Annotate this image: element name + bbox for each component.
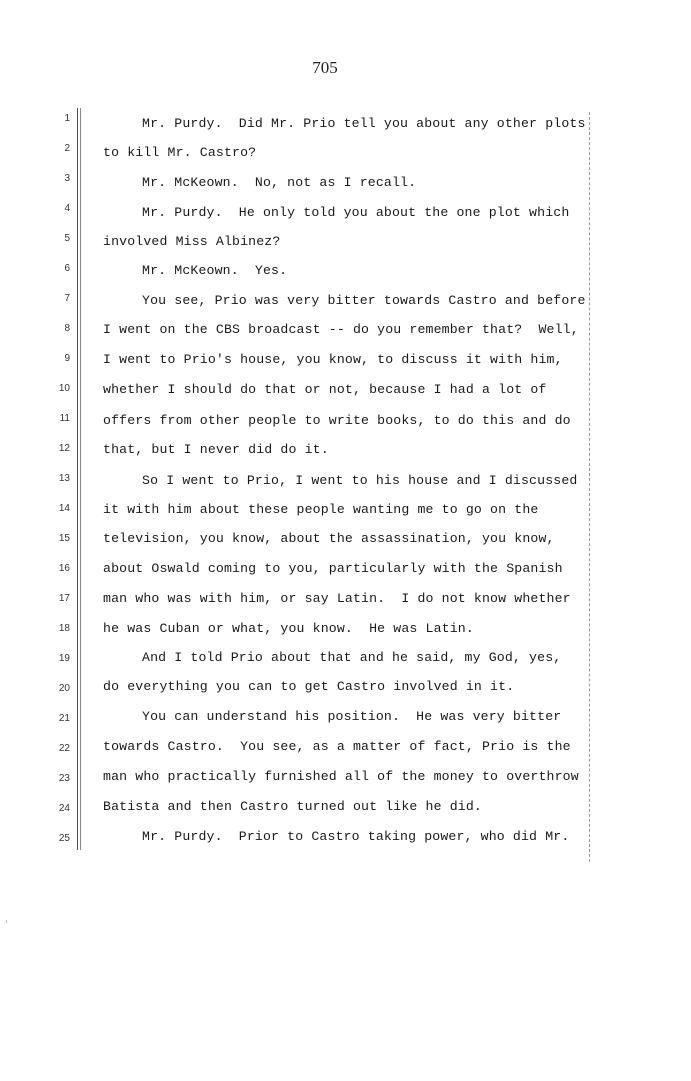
line-number: 12 — [58, 443, 70, 454]
transcript-line: towards Castro. You see, as a matter of fact, Prio is the — [103, 739, 571, 754]
line-number: 9 — [64, 353, 70, 364]
transcript-line: television, you know, about the assassination, you know, — [103, 531, 555, 546]
page-number: 705 — [312, 58, 338, 77]
line-number: 10 — [58, 383, 70, 394]
transcript-line: do everything you can to get Castro involved in it. — [103, 679, 515, 694]
line-number: 25 — [58, 833, 70, 844]
transcript-line: You see, Prio was very bitter towards Castro and before — [142, 293, 586, 308]
transcript-line: whether I should do that or not, because I had a lot of — [103, 382, 547, 397]
transcript-line: about Oswald coming to you, particularly with the Spanish — [103, 561, 563, 576]
transcript-line: Mr. McKeown. Yes. — [142, 263, 288, 278]
scan-speck — [6, 920, 7, 923]
transcript-line: And I told Prio about that and he said, my God, yes, — [142, 650, 562, 665]
transcript-line: You can understand his position. He was very bitter — [142, 709, 562, 724]
transcript-line: it with him about these people wanting me to go on the — [103, 502, 539, 517]
transcript-line: man who was with him, or say Latin. I do not know whether — [103, 591, 571, 606]
line-number: 11 — [59, 413, 70, 424]
transcript-line: Mr. Purdy. Prior to Castro taking power, who did Mr. — [142, 829, 570, 844]
line-number: 16 — [58, 563, 70, 574]
transcript-line: involved Miss Albinez? — [103, 234, 281, 249]
line-number: 14 — [58, 503, 70, 514]
line-number: 15 — [58, 533, 70, 544]
line-number: 3 — [64, 173, 70, 184]
line-number: 5 — [64, 233, 70, 244]
line-number: 6 — [64, 263, 70, 274]
line-number: 22 — [58, 743, 70, 754]
line-number: 1 — [64, 113, 70, 124]
transcript-line: I went on the CBS broadcast -- do you remember that? Well, — [103, 322, 579, 337]
transcript-line: So I went to Prio, I went to his house and I discussed — [142, 473, 578, 488]
line-number: 13 — [58, 473, 70, 484]
transcript-line: I went to Prio's house, you know, to discuss it with him, — [103, 352, 563, 367]
line-number: 4 — [64, 203, 70, 214]
transcript-line: offers from other people to write books, to do this and do — [103, 413, 571, 428]
line-number: 24 — [58, 803, 70, 814]
line-number: 18 — [58, 623, 70, 634]
line-number: 23 — [58, 773, 70, 784]
line-number: 20 — [58, 683, 70, 694]
transcript-line: to kill Mr. Castro? — [103, 145, 257, 160]
line-number: 21 — [58, 713, 70, 724]
transcript-line: that, but I never did do it. — [103, 442, 329, 457]
transcript-line: he was Cuban or what, you know. He was Latin. — [103, 621, 474, 636]
transcript-line: man who practically furnished all of the money to overthrow — [103, 769, 579, 784]
transcript-line: Mr. Purdy. He only told you about the one plot which — [142, 205, 570, 220]
line-number: 19 — [58, 653, 70, 664]
line-number: 2 — [64, 143, 70, 154]
transcript-line: Mr. McKeown. No, not as I recall. — [142, 175, 417, 190]
line-number: 17 — [58, 593, 70, 604]
line-number: 7 — [64, 293, 70, 304]
line-number: 8 — [64, 323, 70, 334]
transcript-line: Mr. Purdy. Did Mr. Prio tell you about any other plots — [142, 116, 586, 131]
transcript-line: Batista and then Castro turned out like he did. — [103, 799, 482, 814]
